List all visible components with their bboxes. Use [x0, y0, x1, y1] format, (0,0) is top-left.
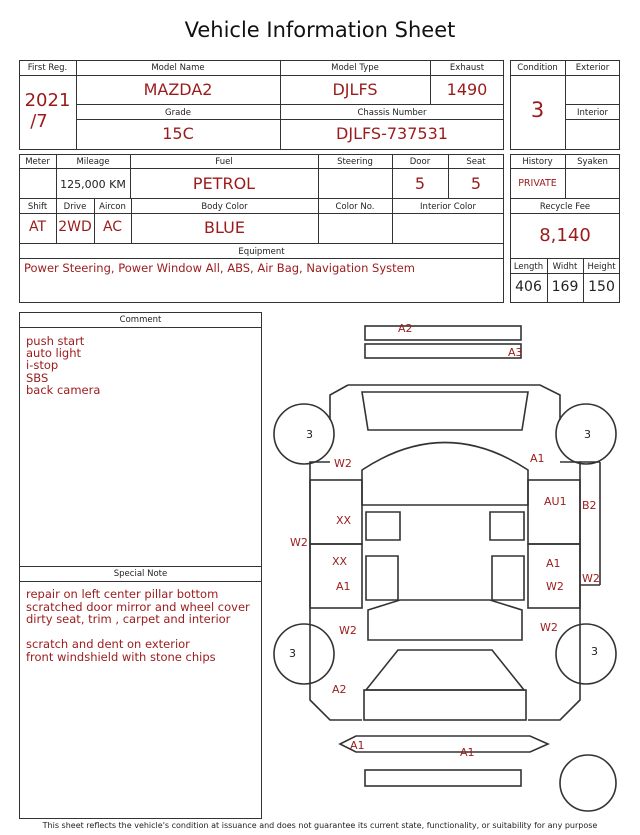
body-color-value: BLUE: [204, 218, 245, 237]
exterior-label: Exterior: [575, 63, 610, 73]
mark-left-front-fender: W2: [339, 624, 357, 637]
condition-label: Condition: [517, 63, 558, 73]
equipment-label: Equipment: [238, 247, 285, 257]
special-note-line: scratch and dent on exterior: [26, 637, 190, 652]
right-rear-window: [490, 512, 524, 540]
steering-label: Steering: [337, 157, 373, 167]
mark-right-side: W2: [582, 572, 600, 585]
grade-value: 15C: [162, 124, 194, 143]
mark-rear-bumper-right: A3: [508, 346, 523, 359]
mileage-value: 125,000 KM: [60, 178, 126, 191]
recycle-value: 8,140: [539, 225, 591, 246]
disclaimer-footer: This sheet reflects the vehicle's condition at issuance and does not guarantee its current state, functionality, or suitability for any purpose: [42, 821, 598, 830]
color-no-label: Color No.: [335, 202, 375, 212]
seat-value: 5: [470, 174, 482, 193]
door-value: 5: [414, 174, 426, 193]
mark-left-rear-fender: W2: [334, 457, 352, 470]
first-reg-year: 2021: [24, 90, 71, 111]
special-note-line: repair on left center pillar bottom: [26, 587, 219, 601]
seat-label: Seat: [466, 157, 486, 167]
length-label: Length: [513, 262, 544, 272]
comment-line: push start: [26, 334, 85, 348]
mark-front-bumper-center: A1: [460, 746, 475, 759]
mark-right-rear-wheel: 3: [584, 428, 591, 441]
equipment-value: Power Steering, Power Window All, ABS, Air Bag, Navigation System: [24, 261, 415, 275]
syaken-label: Syaken: [577, 157, 608, 167]
mark-right-front-wheel: 3: [591, 645, 598, 658]
left-front-wheel-shape: [274, 624, 334, 684]
mark-front-bumper-left: A1: [350, 739, 365, 752]
mark-right-pillar: B2: [582, 499, 597, 512]
left-rear-door-panel: [310, 480, 362, 544]
interior-color-label: Interior Color: [420, 202, 476, 212]
right-front-window: [492, 556, 524, 600]
comment-label: Comment: [119, 315, 162, 325]
comment-line: back camera: [26, 382, 101, 397]
spare-tire-shape: [560, 755, 616, 811]
mark-right-front-door-2: W2: [546, 580, 564, 593]
mark-left-rear-wheel: 3: [306, 428, 313, 441]
right-rear-door-panel: [528, 480, 580, 544]
special-note-line: scratched door mirror and wheel cover: [26, 599, 250, 614]
condition-value: 3: [530, 98, 545, 122]
grade-label: Grade: [165, 108, 191, 118]
aircon-value: AC: [102, 219, 123, 235]
roof-rear: [362, 443, 528, 506]
model-name-label: Model Name: [151, 63, 205, 73]
special-note-label: Special Note: [113, 569, 168, 579]
first-reg-label: First Reg.: [27, 63, 68, 73]
exhaust-value: 1490: [446, 80, 488, 99]
left-front-window: [366, 556, 398, 600]
comment-line: i-stop: [26, 358, 59, 373]
fuel-label: Fuel: [215, 157, 233, 167]
drive-label: Drive: [63, 202, 87, 212]
comment-line: auto light: [26, 346, 82, 361]
chassis-value: DJLFS-737531: [336, 124, 448, 143]
mark-right-rear-door: AU1: [544, 495, 567, 508]
mark-rear-top: A2: [398, 322, 413, 335]
chassis-label: Chassis Number: [357, 108, 427, 118]
shift-value: AT: [28, 219, 47, 235]
mark-left-quarter: W2: [290, 536, 308, 549]
mark-right-rear-fender: A1: [530, 452, 545, 465]
door-label: Door: [409, 157, 431, 167]
front-panel: [364, 690, 526, 720]
right-front-door-panel: [528, 544, 580, 608]
exhaust-label: Exhaust: [449, 63, 485, 73]
vehicle-damage-diagram: [270, 318, 630, 818]
history-label: History: [522, 157, 553, 167]
height-label: Height: [587, 262, 616, 272]
page-title: Vehicle Information Sheet: [184, 18, 456, 42]
recycle-label: Recycle Fee: [539, 202, 591, 212]
mark-right-front-fender: W2: [540, 621, 558, 634]
rear-top-panel: [365, 326, 521, 340]
rear-bumper-panel: [365, 344, 521, 358]
mark-left-front-door-2: A1: [336, 580, 351, 593]
front-lower-bar: [365, 770, 521, 786]
comment-line: SBS: [26, 370, 49, 385]
left-front-door-panel: [310, 544, 362, 608]
right-front-wheel-shape: [556, 624, 616, 684]
first-reg-month: /7: [30, 111, 48, 132]
special-note-line: dirty seat, trim , carpet and interior: [26, 612, 231, 627]
meter-label: Meter: [25, 157, 50, 167]
fuel-value: PETROL: [192, 174, 256, 193]
interior-label: Interior: [576, 108, 608, 118]
left-rear-window: [366, 512, 400, 540]
width-value: 169: [551, 279, 579, 295]
history-value: PRIVATE: [518, 178, 557, 189]
model-type: DJLFS: [332, 80, 378, 99]
aircon-label: Aircon: [99, 202, 126, 212]
length-value: 406: [515, 279, 542, 295]
mark-right-front-door: A1: [546, 557, 561, 570]
mark-left-rear-door: XX: [336, 514, 352, 527]
body-outline: [310, 385, 580, 720]
model-type-label: Model Type: [331, 63, 379, 73]
windshield: [368, 600, 522, 640]
model-name: MAZDA2: [143, 80, 213, 99]
width-label: Widht: [552, 262, 578, 272]
special-note-line: front windshield with stone chips: [26, 650, 216, 664]
left-rear-wheel-shape: [274, 404, 334, 464]
mileage-label: Mileage: [76, 157, 110, 167]
front-bumper: [340, 736, 548, 752]
mark-left-front-corner: A2: [332, 683, 347, 696]
height-value: 150: [588, 279, 615, 295]
shift-label: Shift: [27, 202, 48, 212]
hood: [366, 650, 524, 690]
body-color-label: Body Color: [201, 202, 248, 212]
drive-value: 2WD: [58, 219, 92, 235]
rear-window: [362, 392, 528, 430]
mark-left-front-wheel: 3: [289, 647, 296, 660]
mark-left-front-door: XX: [332, 555, 348, 568]
